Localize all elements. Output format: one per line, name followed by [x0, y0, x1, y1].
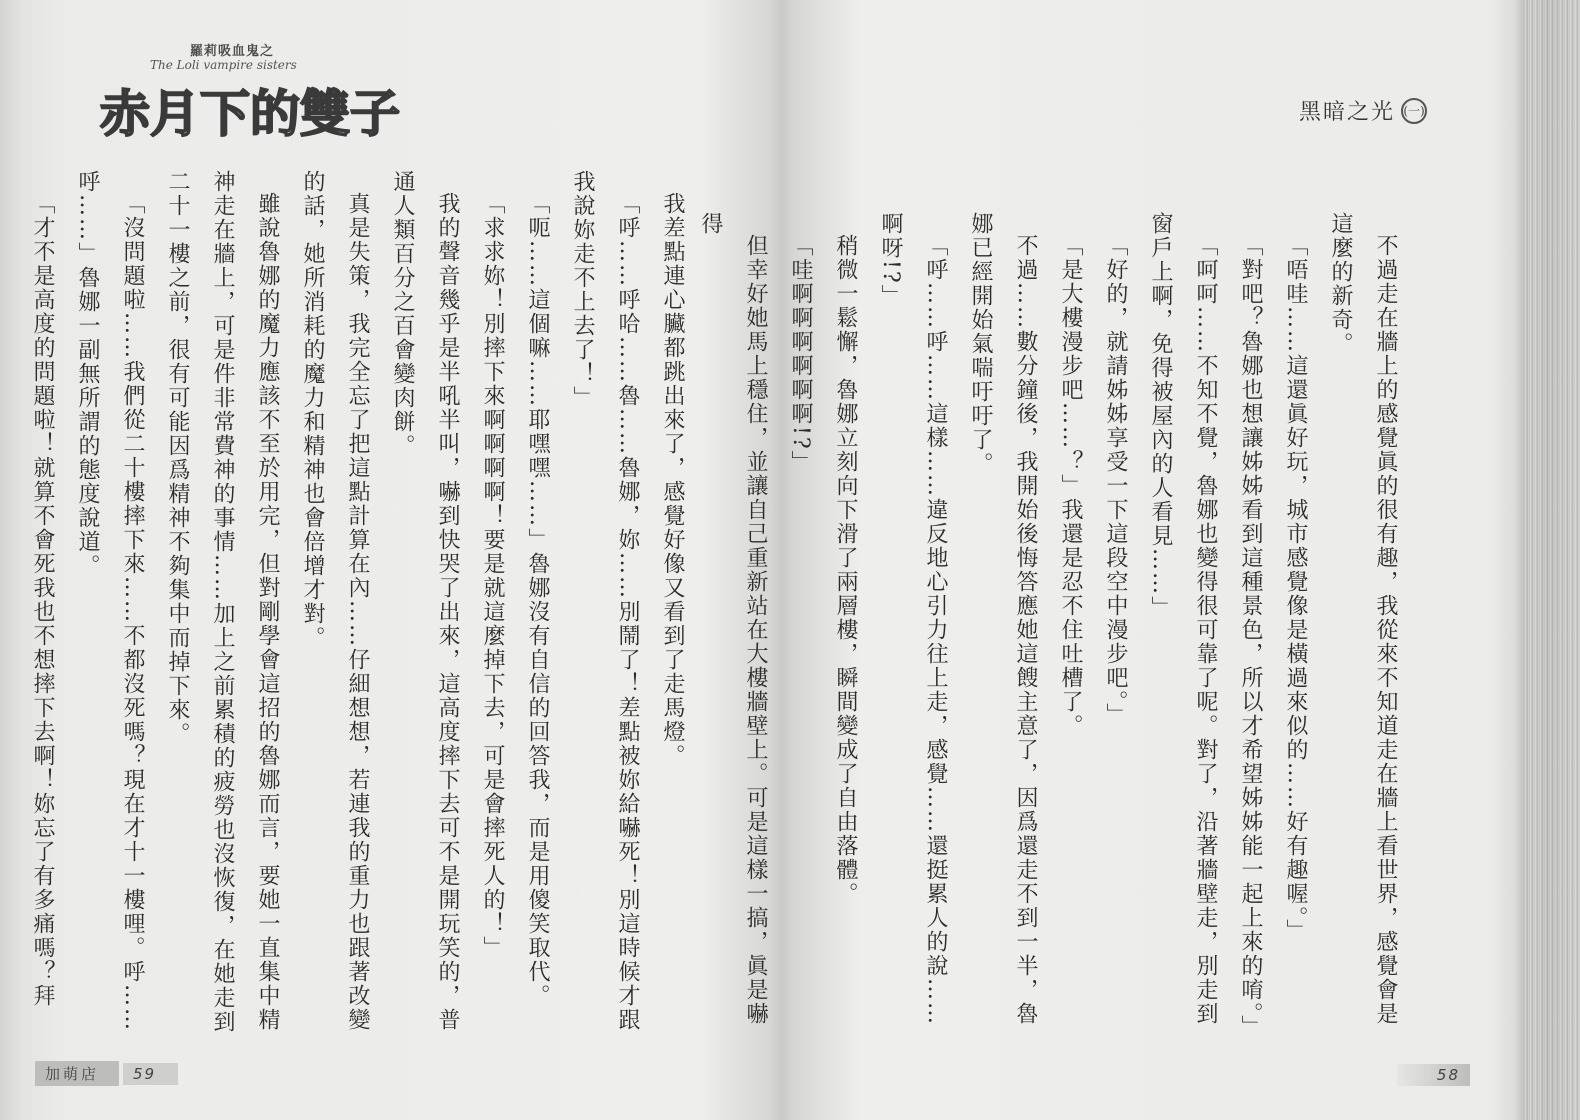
paragraph: 「呵呵……不知不覺，魯娜也變得很可靠了呢。對了，沿著牆壁走，別走到窗戶上啊，免得被屋內的人看見……」 — [1148, 212, 1218, 1026]
paragraph: 「呃……這個嘛……耶嘿嘿……」魯娜沒有自信的回答我，而是用傻笑取代。 — [525, 192, 550, 1008]
footer-label: 加萌店 — [35, 1061, 119, 1086]
paragraph: 「求求妳！別摔下來啊啊啊啊！要是就這麼掉下去，可是會摔死人的！」 — [480, 192, 505, 960]
left-page-body — [30, 170, 695, 1040]
paragraph: 「沒問題啦……我們從二十樓摔下來……不都沒死嗎？現在才十一樓哩。呼……呼……」魯娜一副無所謂的態度說道。 — [75, 170, 145, 1032]
left-page-footer — [35, 1061, 178, 1086]
left-page — [0, 0, 780, 1120]
paragraph: 「好的，就請姊姊享受一下這段空中漫步吧。」 — [1103, 234, 1128, 727]
series-title: 赤月下的雙子 — [100, 84, 400, 143]
page-number: 58 — [1436, 1066, 1460, 1084]
paragraph: 「是大樓漫步吧……？」我還是忍不住吐槽了。 — [1058, 234, 1083, 738]
paragraph: 稍微一鬆懈，魯娜立刻向下滑了兩層樓，瞬間變成了自由落體。 — [833, 234, 858, 906]
paragraph: 「哇啊啊啊啊啊啊!?」 — [788, 234, 813, 475]
chapter-title: 黑暗之光 — [1298, 100, 1395, 125]
series-logo — [100, 40, 400, 143]
chapter-header — [1299, 95, 1427, 126]
chapter-emblem-icon: (一) — [1401, 98, 1427, 124]
paragraph: 「對吧？魯娜也想讓姊姊看到這種景色，所以才希望姊姊能一起上來的唷。」 — [1238, 234, 1263, 1039]
paragraph: 但幸好她馬上穩住，並讓自己重新站在大樓牆壁上。可是這樣一搞，眞是嚇得 — [698, 212, 768, 1026]
right-page-body — [698, 212, 1408, 1042]
paragraph: 「唔哇……這還眞好玩，城市感覺像是橫過來似的……好有趣喔。」 — [1283, 234, 1308, 943]
series-subtitle-en: The Loli vampire sisters — [150, 58, 297, 72]
paragraph: 真是失策，我完全忘了把這點計算在內……仔細想想，若連我的重力也跟著改變的話，她所消耗的魔力和精神也會倍增才對。 — [300, 170, 370, 1032]
series-subtitle-cn: 羅莉吸血鬼之 — [190, 44, 275, 59]
paragraph: 我差點連心臟都跳出來了，感覺好像又看到了走馬燈。 — [660, 192, 685, 768]
paragraph: 「呼……呼哈……魯……魯娜，妳……別鬧了！差點被妳給嚇死！別這時候才跟我說妳走不上去了！」 — [570, 170, 640, 1032]
paragraph: 「才不是高度的問題啦！就算不會死我也不想摔下去啊！妳忘了有多痛嗎？拜 — [30, 192, 55, 1008]
page-number: 59 — [123, 1063, 178, 1085]
paragraph: 「呼……呼……這樣……違反地心引力往上走，感覺……還挺累人的說……啊呀!?」 — [878, 212, 948, 1026]
paragraph: 雖說魯娜的魔力應該不至於用完，但對剛學會這招的魯娜而言，要她一直集中精神走在牆上，可是件非常費神的事情……加上之前累積的疲勞也沒恢復，在她走到二十一樓之前，很有可能因爲精神不夠集中而掉下來。 — [165, 170, 280, 1034]
paragraph: 不過……數分鐘後，我開始後悔答應她這餿主意了，因爲還走不到一半，魯娜已經開始氣喘吁吁了。 — [968, 212, 1038, 1026]
right-page-footer — [1397, 1064, 1470, 1086]
page-edges — [1524, 0, 1580, 1120]
paragraph: 我的聲音幾乎是半吼半叫，嚇到快哭了出來，這高度摔下去可不是開玩笑的，普通人類百分之百會變肉餅。 — [390, 170, 460, 1032]
paragraph: 不過走在牆上的感覺眞的很有趣，我從來不知道走在牆上看世界，感覺會是這麼的新奇。 — [1328, 212, 1398, 1026]
